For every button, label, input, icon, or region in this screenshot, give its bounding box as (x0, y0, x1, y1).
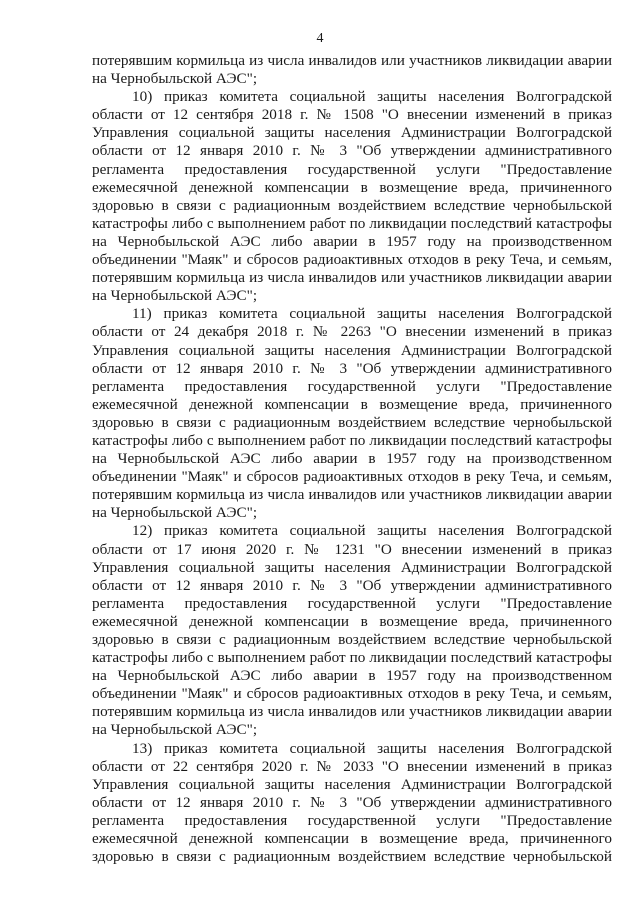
text-line: на Чернобыльской АЭС либо аварии в 1957 году на производственном (92, 450, 612, 468)
text-line: области от 22 сентября 2020 г. № 2033 "О внесении изменений в приказ (92, 757, 612, 775)
text-line: катастрофы либо с выполнением работ по ликвидации последствий катастрофы (92, 214, 612, 232)
text-line: потерявшим кормильца из числа инвалидов или участников ликвидации аварии (92, 52, 612, 69)
text-line: регламента предоставления государственной услуги "Предоставление (92, 377, 612, 395)
paragraph (92, 740, 612, 867)
paragraph (92, 522, 612, 739)
text-line: катастрофы либо с выполнением работ по ликвидации последствий катастрофы (92, 649, 612, 667)
text-line: 12) приказ комитета социальной защиты населения Волгоградской (132, 522, 612, 540)
text-line: потерявшим кормильца из числа инвалидов или участников ликвидации аварии (92, 486, 612, 504)
text-line: регламента предоставления государственной услуги "Предоставление (92, 811, 612, 829)
text-line: 11) приказ комитета социальной защиты населения Волгоградской (132, 305, 612, 323)
text-line: области от 12 января 2010 г. № 3 "Об утверждении административного (92, 359, 612, 377)
text-line: объединении "Маяк" и сбросов радиоактивных отходов в реку Теча, и семьям, (92, 685, 612, 703)
text-line: Управления социальной защиты населения Администрации Волгоградской (92, 558, 612, 576)
text-line: области от 12 сентября 2018 г. № 1508 "О внесении изменений в приказ (92, 106, 612, 124)
text-line: на Чернобыльской АЭС"; (92, 70, 258, 88)
text-line: ежемесячной денежной компенсации в возмещение вреда, причиненного (92, 178, 612, 196)
text-line: на Чернобыльской АЭС"; (92, 287, 258, 305)
text-line: регламента предоставления государственной услуги "Предоставление (92, 594, 612, 612)
text-line: здоровью в связи с радиационным воздействием вследствие чернобыльской (92, 413, 612, 431)
text-line: объединении "Маяк" и сбросов радиоактивных отходов в реку Теча, и семьям, (92, 468, 612, 486)
text-line: на Чернобыльской АЭС"; (92, 721, 258, 739)
text-line: 10) приказ комитета социальной защиты населения Волгоградской (132, 88, 612, 106)
page-number: 4 (316, 31, 324, 46)
text-line: ежемесячной денежной компенсации в возмещение вреда, причиненного (92, 395, 612, 413)
text-line: здоровью в связи с радиационным воздействием вследствие чернобыльской (92, 196, 612, 214)
text-line: области от 17 июня 2020 г. № 1231 "О внесении изменений в приказ (92, 540, 612, 558)
text-line: Управления социальной защиты населения Администрации Волгоградской (92, 124, 612, 142)
paragraph (92, 88, 612, 305)
text-line: на Чернобыльской АЭС"; (92, 504, 258, 522)
text-line: области от 24 декабря 2018 г. № 2263 "О внесении изменений в приказ (92, 323, 612, 341)
text-line: области от 12 января 2010 г. № 3 "Об утверждении административного (92, 576, 612, 594)
text-line: на Чернобыльской АЭС либо аварии в 1957 году на производственном (92, 232, 612, 250)
document-body (92, 52, 612, 866)
text-line: ежемесячной денежной компенсации в возмещение вреда, причиненного (92, 830, 612, 848)
paragraph (92, 305, 612, 522)
text-line: здоровью в связи с радиационным воздействием вследствие чернобыльской (92, 631, 612, 648)
text-line: на Чернобыльской АЭС либо аварии в 1957 году на производственном (92, 667, 612, 685)
text-line: Управления социальной защиты населения Администрации Волгоградской (92, 341, 612, 359)
text-line: области от 12 января 2010 г. № 3 "Об утверждении административного (92, 142, 612, 160)
text-line: катастрофы либо с выполнением работ по ликвидации последствий катастрофы (92, 431, 612, 449)
text-line: здоровью в связи с радиационным воздействием вследствие чернобыльской (92, 848, 612, 866)
text-line: 13) приказ комитета социальной защиты населения Волгоградской (132, 739, 612, 757)
text-line: области от 12 января 2010 г. № 3 "Об утверждении административного (92, 793, 612, 811)
text-line: ежемесячной денежной компенсации в возмещение вреда, причиненного (92, 612, 612, 630)
text-line: объединении "Маяк" и сбросов радиоактивных отходов в реку Теча, и семьям, (92, 251, 612, 269)
paragraph (92, 52, 612, 88)
text-line: потерявшим кормильца из числа инвалидов или участников ликвидации аварии (92, 703, 612, 721)
text-line: Управления социальной защиты населения Администрации Волгоградской (92, 775, 612, 793)
text-line: регламента предоставления государственной услуги "Предоставление (92, 160, 612, 178)
text-line: потерявшим кормильца из числа инвалидов или участников ликвидации аварии (92, 269, 612, 287)
